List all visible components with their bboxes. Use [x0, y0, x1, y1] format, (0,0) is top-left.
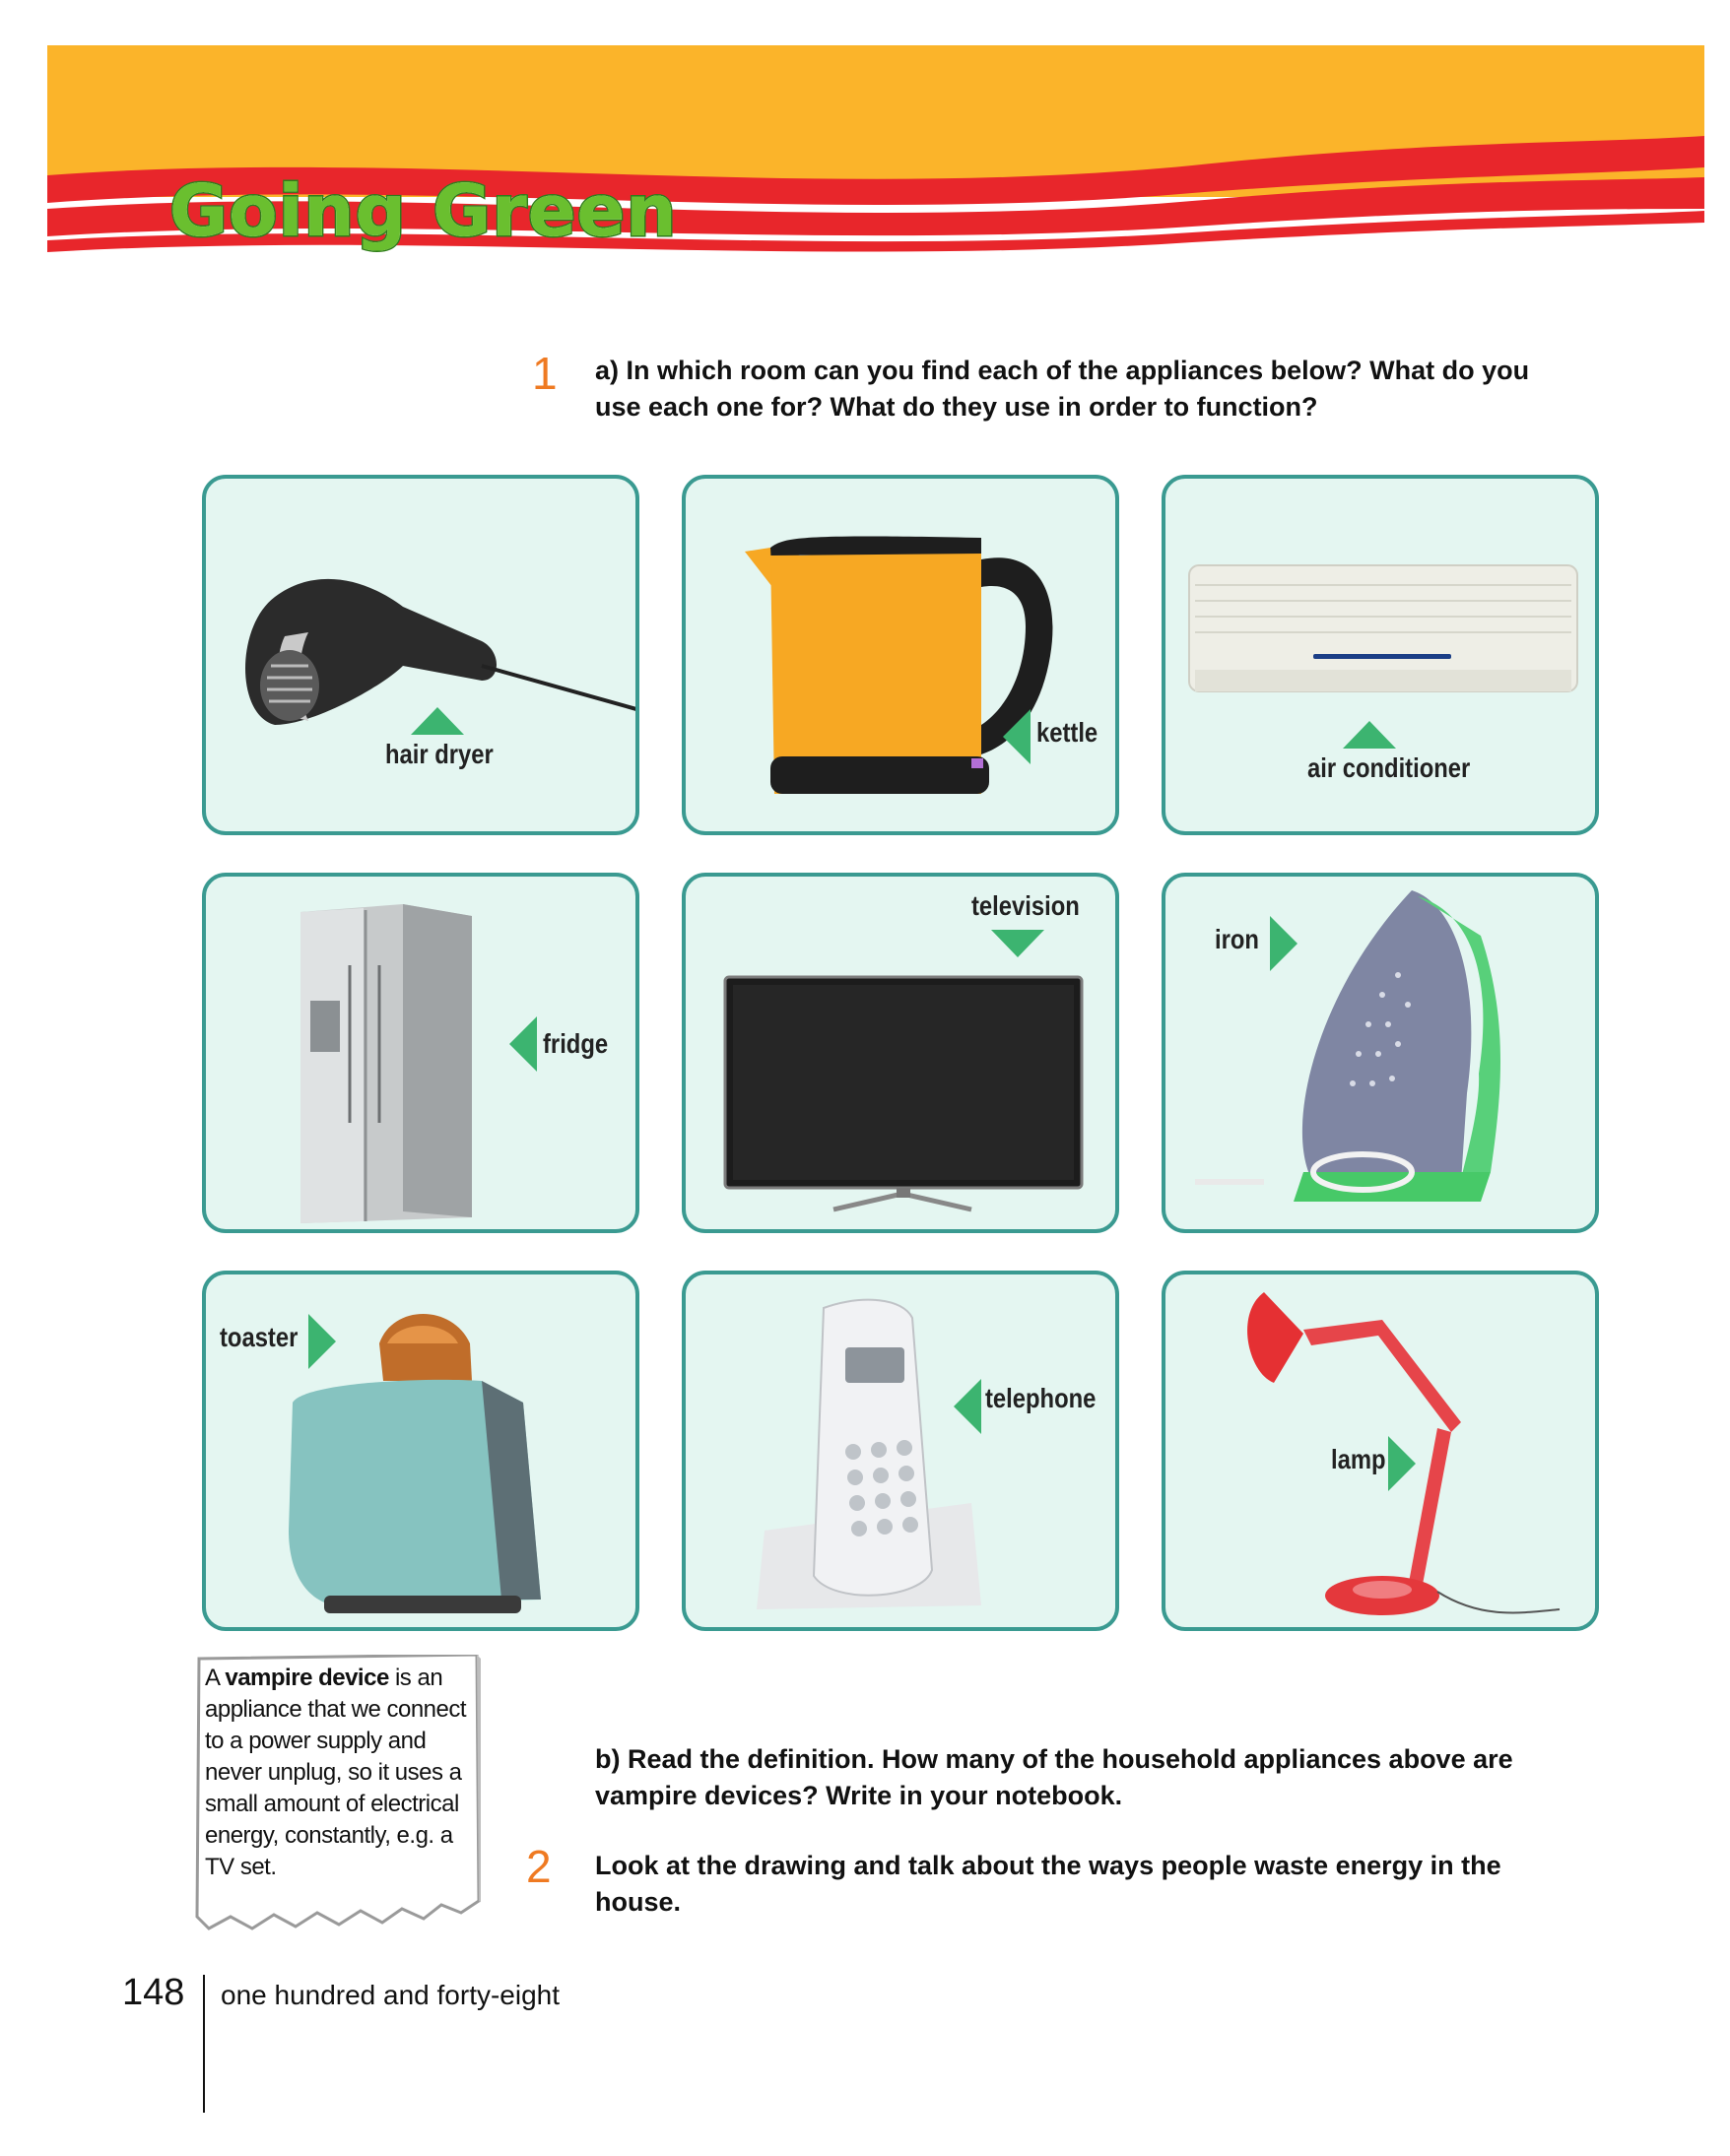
page-number: 148: [122, 1972, 185, 2013]
note-text-pre: A: [205, 1665, 226, 1691]
note-text-post: is an appliance that we connect to a power supply and never unplug, so it uses a small amount of electrical energy, constantly, e.g. a TV set.: [205, 1665, 467, 1880]
appliance-label: air conditioner: [1307, 752, 1471, 783]
exercise-1a-instruction: a) In which room can you find each of the appliances below? What do you use each one for? What do they use in order to function?: [595, 356, 1530, 422]
appliance-label: kettle: [1036, 717, 1098, 748]
footer-divider: [203, 1975, 205, 2113]
kettle-image: [686, 479, 1119, 835]
page-title: Going Green: [169, 169, 678, 252]
note-term: vampire device: [225, 1665, 389, 1691]
card-iron: [1162, 873, 1599, 1233]
card-air-conditioner: [1162, 475, 1599, 835]
pointer-arrow-up-icon: [411, 707, 464, 735]
exercise-1-number: 1: [532, 348, 558, 399]
appliance-label: fridge: [543, 1028, 609, 1059]
appliance-label: telephone: [985, 1383, 1097, 1413]
card-telephone: [682, 1271, 1119, 1631]
hair-dryer-image: [206, 479, 639, 835]
pointer-arrow-right-icon: [1388, 1436, 1416, 1491]
pointer-arrow-down-icon: [991, 930, 1044, 957]
card-toaster: [202, 1271, 639, 1631]
appliance-label: lamp: [1331, 1444, 1386, 1474]
appliance-label: iron: [1215, 924, 1259, 954]
exercise-2-number: 2: [526, 1841, 552, 1892]
exercise-1b-instruction: b) Read the definition. How many of the household appliances above are vampire devices? Write in your notebook.: [595, 1744, 1513, 1810]
telephone-image: [686, 1274, 1119, 1631]
appliance-label: toaster: [220, 1322, 299, 1352]
page-number-words: one hundred and forty-eight: [221, 1980, 561, 2010]
card-television: [682, 873, 1119, 1233]
pointer-arrow-right-icon: [308, 1314, 336, 1369]
definition-note: [205, 1663, 479, 1883]
pointer-arrow-left-icon: [1003, 709, 1031, 764]
pointer-arrow-up-icon: [1343, 721, 1396, 749]
appliance-label: television: [971, 890, 1080, 921]
card-lamp: [1162, 1271, 1599, 1631]
card-fridge: [202, 873, 639, 1233]
card-hair-dryer: [202, 475, 639, 835]
pointer-arrow-right-icon: [1270, 916, 1298, 971]
exercise-2-instruction: Look at the drawing and talk about the ways people waste energy in the house.: [595, 1851, 1501, 1917]
pointer-arrow-left-icon: [509, 1016, 537, 1072]
pointer-arrow-left-icon: [954, 1379, 981, 1434]
card-kettle: [682, 475, 1119, 835]
television-image: [686, 877, 1119, 1233]
appliance-label: hair dryer: [385, 739, 494, 769]
